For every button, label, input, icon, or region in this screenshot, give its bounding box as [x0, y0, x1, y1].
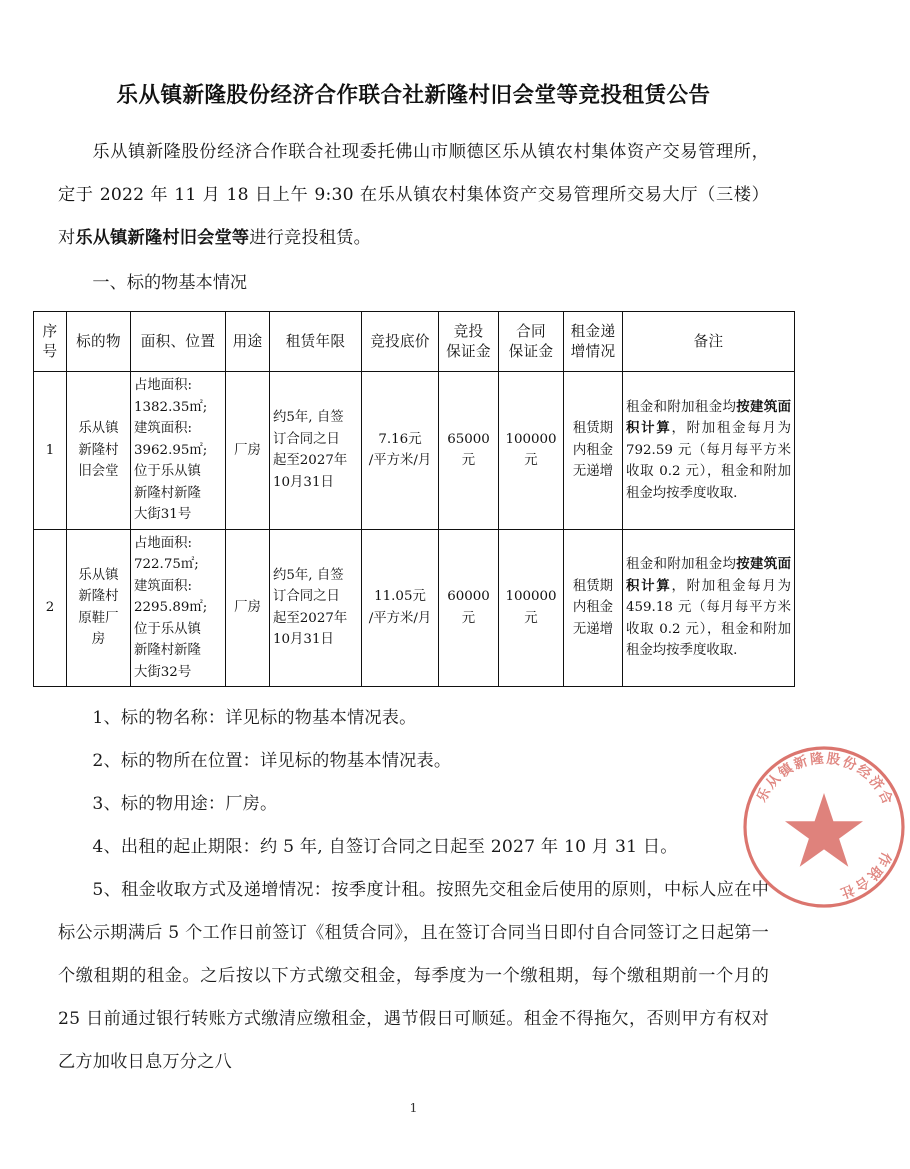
cell-name-line: 旧会堂 — [78, 464, 119, 479]
intro-paragraph — [58, 131, 769, 260]
intro-section — [0, 131, 827, 305]
col-header-bid-deposit-line1: 竞投 — [453, 322, 484, 340]
cell-increase — [564, 372, 623, 530]
cell-name — [67, 372, 131, 530]
cell-bid-deposit — [439, 372, 499, 530]
cell-term-line: 约5年, 自签 — [273, 410, 344, 426]
note-item-2: 2、标的物所在位置：详见标的物基本情况表。 — [92, 751, 452, 771]
cell-term — [270, 529, 362, 687]
note-item-1: 1、标的物名称：详见标的物基本情况表。 — [92, 708, 417, 728]
cell-no: 2 — [34, 529, 67, 687]
cell-term-line: 订合同之日 — [273, 589, 340, 605]
cell-term-line: 订合同之日 — [273, 431, 340, 447]
col-header-increase-line2: 增情况 — [570, 342, 616, 360]
cell-remark-pre: 租金和附加租金均 — [626, 557, 737, 572]
col-header-area: 面积、位置 — [131, 312, 226, 372]
cell-name-line: 房 — [91, 632, 106, 648]
svg-text:联: 联 — [864, 862, 885, 883]
cell-increase-line: 无递增 — [572, 464, 614, 479]
col-header-term: 租赁年限 — [270, 312, 362, 372]
cell-price — [362, 529, 439, 687]
svg-text:份: 份 — [840, 754, 859, 774]
cell-bid-deposit-line: 元 — [461, 453, 476, 469]
col-header-remark: 备注 — [623, 312, 795, 372]
svg-text:乐: 乐 — [753, 785, 775, 805]
cell-term — [270, 372, 362, 530]
cell-bid-deposit — [439, 529, 499, 687]
svg-text:济: 济 — [865, 772, 887, 794]
note-item-4: 4、出租的起止期限：约 5 年, 自签订合同之日起至 2027 年 10 月 31 日。 — [92, 837, 678, 857]
col-header-increase-line1: 租金递 — [570, 322, 616, 340]
notes-section — [0, 687, 827, 1084]
cell-area-line: 建筑面积: — [134, 421, 193, 436]
cell-remark-post: ，附加租金每月为 792.59 元（每月每平方米收取 0.2 元），租金和附加租金均按季度收取. — [626, 421, 792, 501]
intro-text-part2: 进行竞投租赁。 — [249, 228, 371, 248]
svg-text:镇: 镇 — [775, 760, 797, 782]
cell-area — [131, 372, 226, 530]
cell-remark-post: ，附加租金每月为 459.18 元（每月每平方米收取 0.2 元），租金和附加租金均按季度收取. — [626, 578, 792, 658]
cell-name-line: 新隆村 — [78, 442, 119, 458]
col-header-increase — [564, 312, 623, 372]
cell-increase-line: 内租金 — [572, 442, 614, 458]
cell-contract-deposit — [499, 529, 564, 687]
svg-text:作: 作 — [873, 849, 895, 869]
table-row — [34, 372, 795, 530]
cell-increase — [564, 529, 623, 687]
intro-text-bold: 乐从镇新隆村旧会堂等 — [75, 228, 250, 248]
cell-name-line: 乐从镇 — [78, 567, 119, 583]
cell-area-line: 大街32号 — [134, 664, 192, 680]
col-header-bid-deposit-line2: 保证金 — [446, 342, 491, 360]
cell-term-line: 10月31日 — [273, 474, 334, 490]
cell-area-line: 位于乐从镇 — [134, 621, 201, 637]
cell-contract-deposit-line: 元 — [524, 610, 538, 626]
cell-name-line: 乐从镇 — [78, 421, 119, 436]
svg-text:股: 股 — [825, 750, 842, 769]
cell-price-line: 7.16元 — [378, 431, 422, 447]
cell-name-line: 新隆村 — [78, 589, 119, 605]
intro-text-part1: 乐从镇新隆股份经济合作联合社现委托佛山市顺德区乐从镇农村集体资产交易管理所，定于 2022 年 11 月 18 日上午 9:30 在乐从镇农村集体资产交易管理所交易大厅（三楼）对 — [58, 142, 769, 248]
cell-remark-pre: 租金和附加租金均 — [626, 399, 737, 415]
cell-area-line: 位于乐从镇 — [134, 464, 201, 479]
cell-term-line: 起至2027年 — [273, 453, 348, 469]
table-head — [34, 312, 795, 372]
col-header-contract-deposit-line1: 合同 — [516, 322, 546, 340]
col-header-use: 用途 — [226, 312, 270, 372]
cell-bid-deposit-line: 65000 — [447, 431, 490, 447]
page-title: 乐从镇新隆股份经济合作联合社新隆村旧会堂等竞投租赁公告 — [116, 83, 711, 108]
cell-term-line: 起至2027年 — [273, 610, 348, 626]
cell-price-line: 11.05元 — [374, 589, 426, 605]
cell-increase-line: 租赁期 — [572, 421, 614, 436]
svg-text:从: 从 — [763, 771, 784, 792]
cell-area-line: 大街31号 — [134, 507, 192, 522]
col-header-name: 标的物 — [67, 312, 131, 372]
svg-text:经: 经 — [853, 761, 875, 783]
col-header-no: 序号 — [34, 312, 67, 372]
cell-price-line: /平方米/月 — [368, 610, 432, 626]
cell-contract-deposit — [499, 372, 564, 530]
cell-remark — [623, 372, 795, 530]
svg-text:隆: 隆 — [809, 750, 825, 769]
section-heading-one: 一、标的物基本情况 — [92, 273, 248, 293]
cell-area-line: 新隆村新隆 — [134, 643, 201, 658]
cell-price — [362, 372, 439, 530]
svg-text:合: 合 — [851, 872, 873, 894]
cell-term-line: 10月31日 — [273, 632, 334, 648]
cell-area-line: 3962.95㎡; — [134, 442, 208, 458]
cell-remark-bold: 按建筑面积计算 — [626, 398, 792, 436]
table-header-row — [34, 312, 795, 372]
subjects-table — [33, 311, 795, 687]
cell-area-line: 占地面积: — [134, 535, 193, 551]
cell-name — [67, 529, 131, 687]
cell-bid-deposit-line: 元 — [461, 610, 476, 626]
cell-contract-deposit-line: 100000 — [505, 589, 557, 605]
cell-price-line: /平方米/月 — [368, 453, 432, 469]
cell-use: 厂房 — [226, 529, 270, 687]
cell-name-line: 原鞋厂 — [78, 610, 119, 626]
cell-no: 1 — [34, 372, 67, 530]
cell-area-line: 722.75㎡; — [134, 557, 199, 572]
cell-contract-deposit-line: 100000 — [505, 431, 557, 447]
page-number: 1 — [409, 1100, 418, 1115]
cell-bid-deposit-line: 60000 — [447, 589, 490, 605]
svg-text:新: 新 — [791, 753, 810, 773]
cell-increase-line: 无递增 — [572, 621, 614, 637]
table-row — [34, 529, 795, 687]
cell-increase-line: 内租金 — [572, 600, 614, 615]
subjects-table-wrap — [0, 305, 827, 687]
note-item-3: 3、标的物用途：厂房。 — [92, 794, 278, 814]
col-header-contract-deposit-line2: 保证金 — [508, 342, 554, 360]
col-header-price: 竞投底价 — [362, 312, 439, 372]
cell-area-line: 1382.35㎡; — [134, 399, 208, 415]
cell-area — [131, 529, 226, 687]
svg-text:社: 社 — [838, 881, 857, 901]
cell-term-line: 约5年, 自签 — [273, 567, 344, 583]
cell-use: 厂房 — [226, 372, 270, 530]
col-header-bid-deposit — [439, 312, 499, 372]
cell-area-line: 2295.89㎡; — [134, 600, 208, 615]
col-header-contract-deposit — [499, 312, 564, 372]
svg-text:合: 合 — [874, 787, 896, 807]
cell-remark-bold: 按建筑面积计算 — [626, 556, 792, 594]
cell-area-line: 建筑面积: — [134, 578, 193, 594]
cell-contract-deposit-line: 元 — [524, 453, 538, 469]
cell-area-line: 新隆村新隆 — [134, 485, 201, 501]
cell-area-line: 占地面积: — [134, 378, 193, 393]
cell-increase-line: 租赁期 — [572, 578, 614, 594]
table-body — [34, 372, 795, 687]
note-item-5: 5、租金收取方式及递增情况：按季度计租。按照先交租金后使用的原则，中标人应在中标公示期满后 5 个工作日前签订《租赁合同》，且在签订合同当日即付自合同签订之日起第一个缴租期的租金。之后按以下方式缴交租金，每季度为一个缴租期，每个缴租期前一个月的 25 日前通过银行转账方式缴清应缴租金，遇节假日可顺延。租金不得拖欠，否则甲方有权对乙方加收日息万分之八 — [58, 880, 769, 1072]
cell-remark — [623, 529, 795, 687]
